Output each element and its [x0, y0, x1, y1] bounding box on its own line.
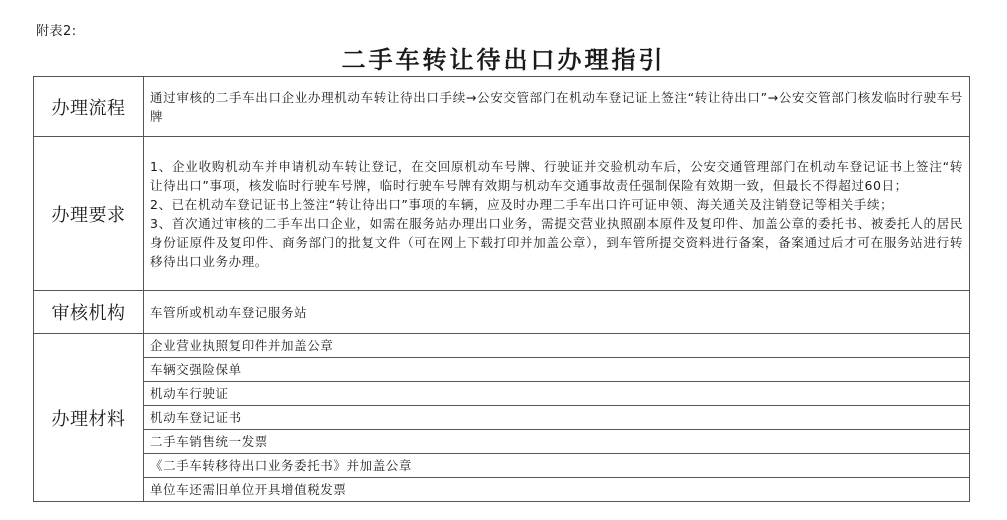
guide-table	[33, 76, 970, 502]
materials-label: 办理材料	[34, 334, 144, 502]
process-text: 通过审核的二手车出口企业办理机动车转让待出口手续→公安交管部门在机动车登记证上签注“转让待出口”→公安交管部门核发临时行驶车号牌	[144, 77, 970, 137]
material-item: 机动车行驶证	[144, 382, 970, 406]
material-item: 单位车还需旧单位开具增值税发票	[144, 478, 970, 502]
row-process	[34, 77, 970, 137]
material-item: 车辆交强险保单	[144, 358, 970, 382]
material-item: 《二手车转移待出口业务委托书》并加盖公章	[144, 454, 970, 478]
requirement-item-2: 2、已在机动车登记证书上签注“转让待出口”事项的车辆，应及时办理二手车出口许可证申领、海关通关及注销登记等相关手续；	[150, 196, 894, 212]
requirement-item-1: 1、企业收购机动车并申请机动车转让登记，在交回原机动车号牌、行驶证并交验机动车后，公安交通管理部门在机动车登记证书上签注“转让待出口”事项，核发临时行驶车号牌，临时行驶车号牌有效期与机动车交通事故责任强制保险有效期一致，但最长不得超过60日；	[150, 158, 963, 193]
row-agency	[34, 291, 970, 334]
agency-text: 车管所或机动车登记服务站	[144, 291, 970, 334]
requirements-label: 办理要求	[34, 137, 144, 291]
requirement-item-3: 3、首次通过审核的二手车出口企业，如需在服务站办理出口业务，需提交营业执照副本原件及复印件、加盖公章的委托书、被委托人的居民身份证原件及复印件、商务部门的批复文件（可在网上下载打印并加盖公章），到车管所提交资料进行备案，备案通过后才可在服务站进行转移待出口业务办理。	[150, 215, 963, 269]
process-label: 办理流程	[34, 77, 144, 137]
row-materials	[34, 334, 970, 358]
annex-label: 附表2:	[36, 24, 77, 39]
material-item: 二手车销售统一发票	[144, 430, 970, 454]
row-material	[34, 358, 970, 382]
material-item: 企业营业执照复印件并加盖公章	[144, 334, 970, 358]
row-material	[34, 430, 970, 454]
page-title: 二手车转让待出口办理指引	[341, 46, 666, 74]
row-material	[34, 478, 970, 502]
agency-label: 审核机构	[34, 291, 144, 334]
requirements-text	[144, 137, 970, 291]
row-requirements	[34, 137, 970, 291]
row-material	[34, 406, 970, 430]
material-item: 机动车登记证书	[144, 406, 970, 430]
row-material	[34, 382, 970, 406]
row-material	[34, 454, 970, 478]
